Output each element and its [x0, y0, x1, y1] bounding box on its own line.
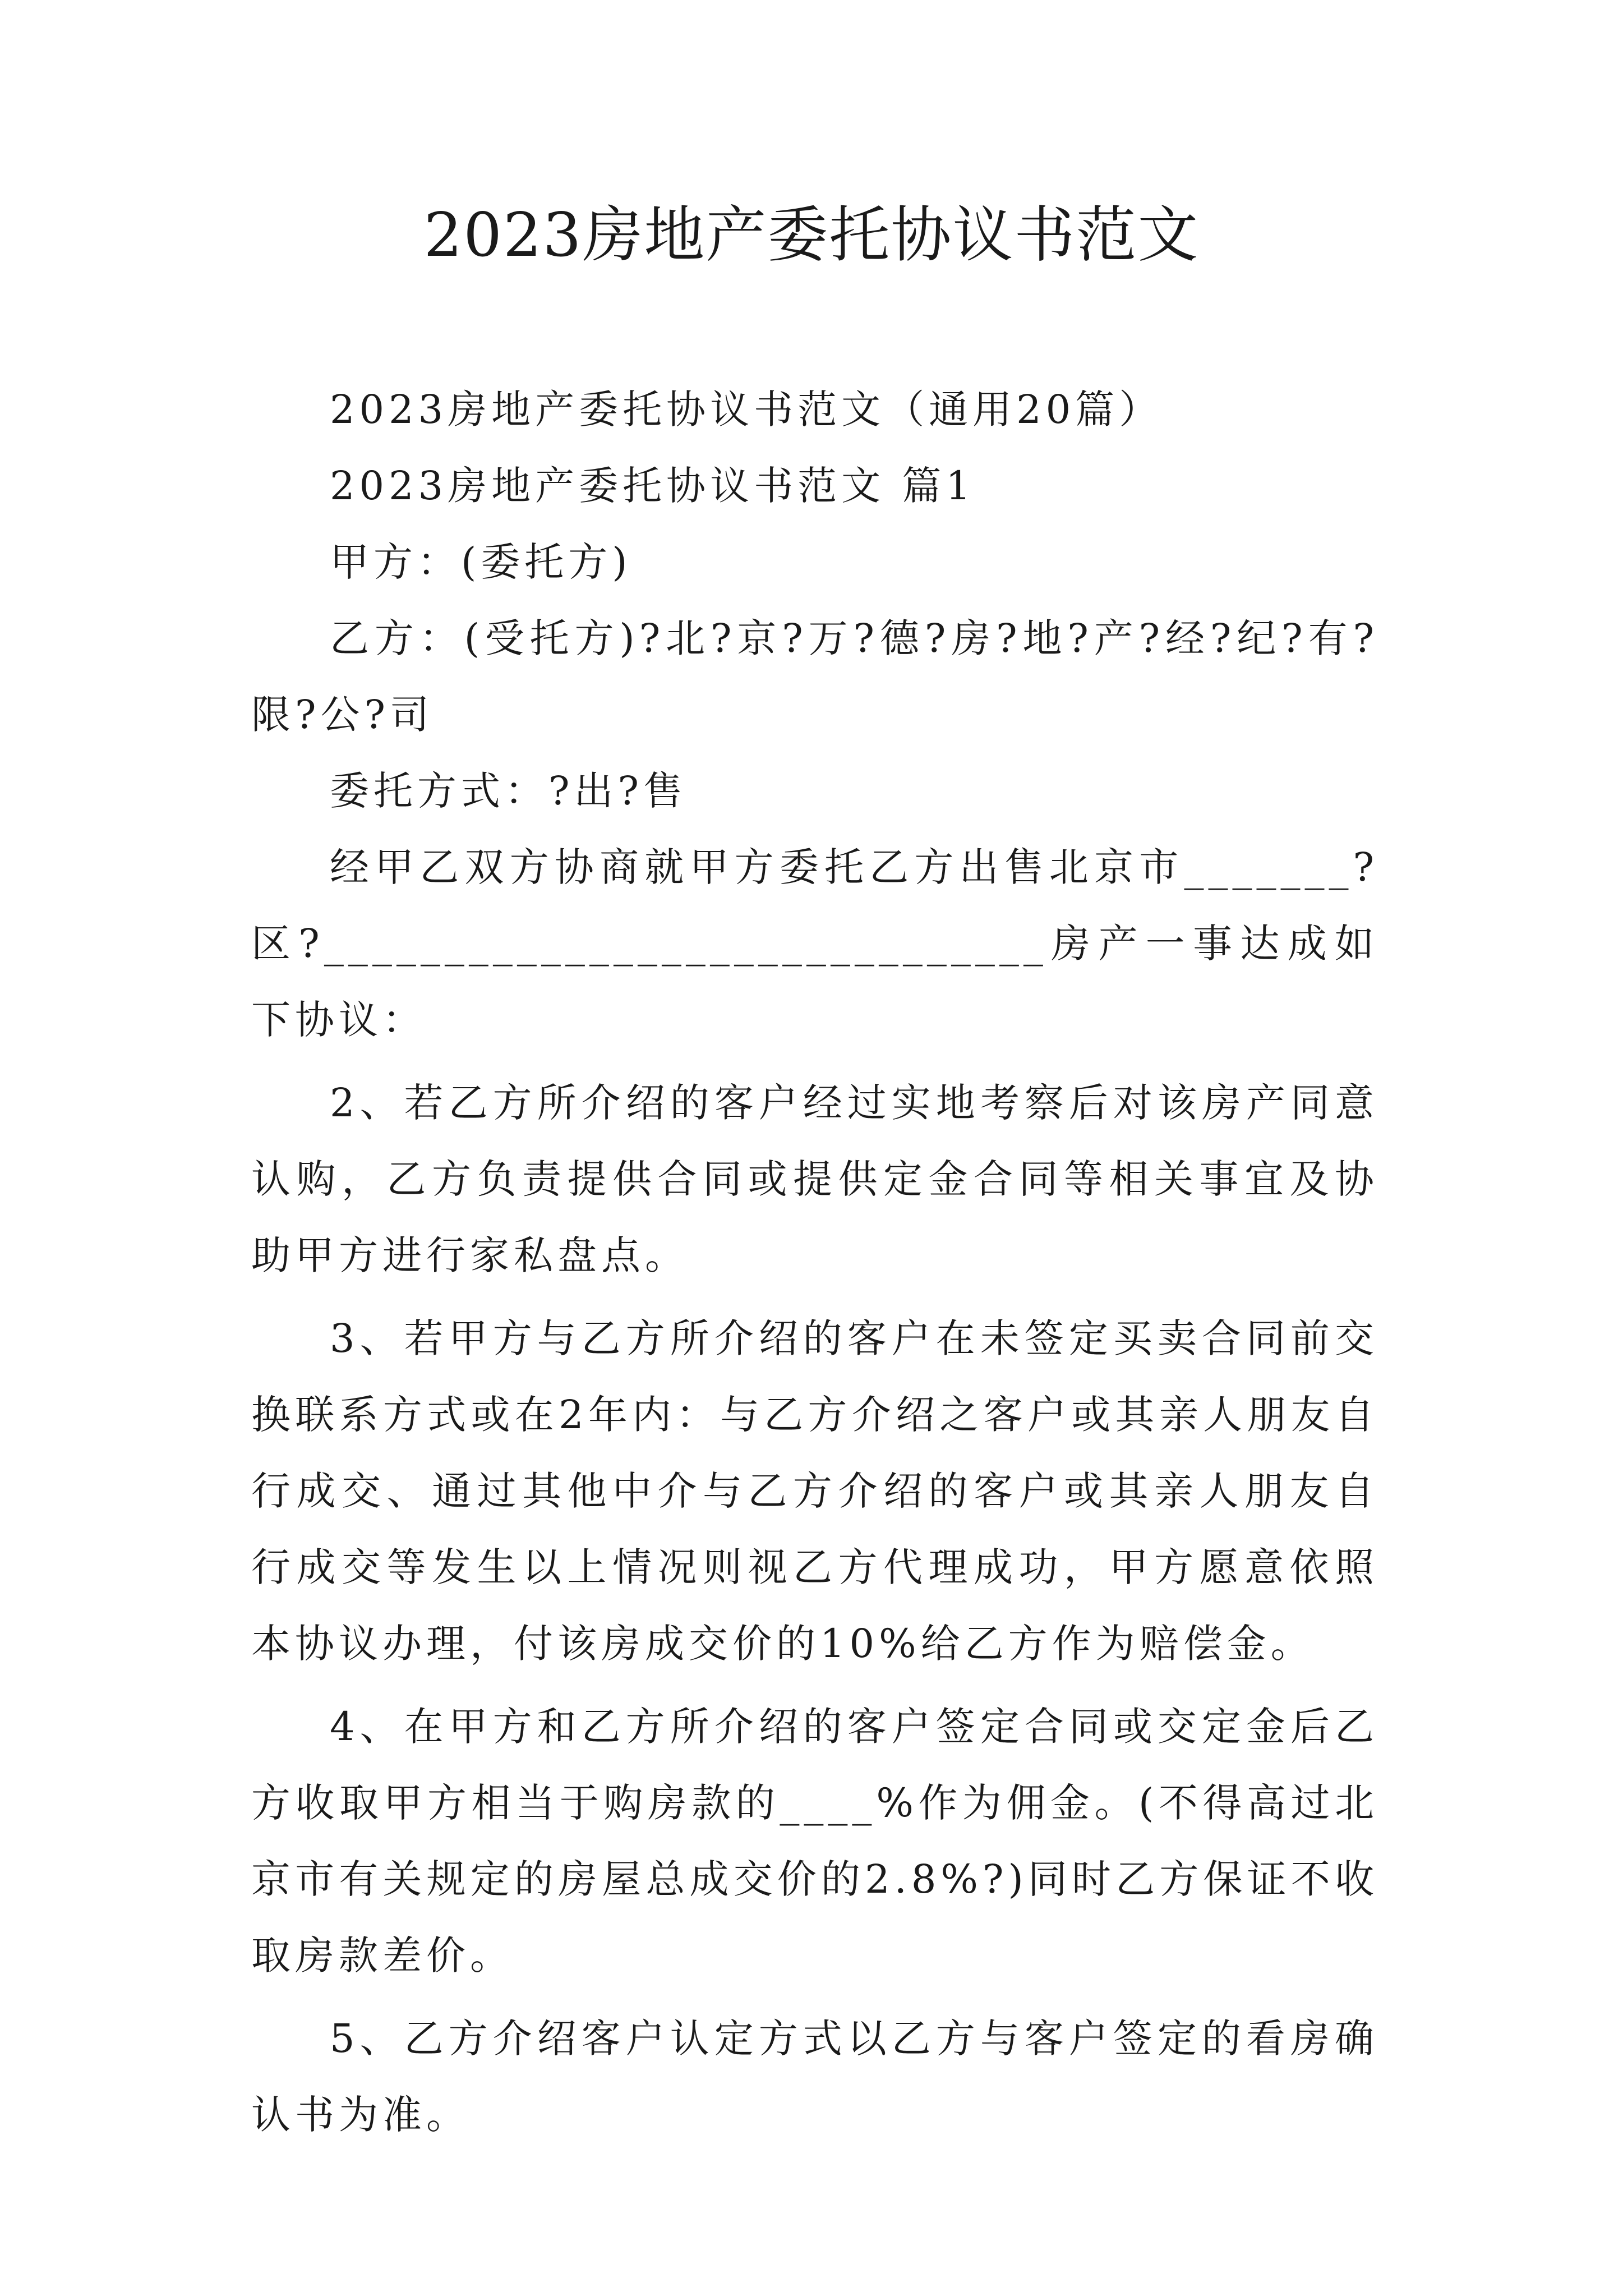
document-title: 2023房地产委托协议书范文	[423, 200, 1200, 270]
paragraph-clause-2: 2、若乙方所介绍的客户经过实地考察后对该房产同意认购，乙方负责提供合同或提供定金合同等相关事宜及协助甲方进行家私盘点。	[251, 1080, 1378, 1278]
paragraph-clause-4: 4、在甲方和乙方所介绍的客户签定合同或交定金后乙方收取甲方相当于购房款的____%作为佣金。(不得高过北京市有关规定的房屋总成交价的2.8%?)同时乙方保证不收取房款差价。	[251, 1704, 1378, 1978]
paragraph-agreement-intro: 经甲乙双方协商就甲方委托乙方出售北京市_______?区?______________________________房产一事达成如下协议：	[251, 844, 1378, 1043]
paragraph-entrust-method: 委托方式：?出?售	[330, 768, 688, 814]
paragraph-clause-3: 3、若甲方与乙方所介绍的客户在未签定买卖合同前交换联系方式或在2年内：与乙方介绍之客户或其亲人朋友自行成交、通过其他中介与乙方介绍的客户或其亲人朋友自行成交等发生以上情况则视乙方代理成功，甲方愿意依照本协议办理，付该房成交价的10%给乙方作为赔偿金。	[251, 1315, 1378, 1667]
paragraph-section-heading: 2023房地产委托协议书范文 篇1	[330, 463, 975, 509]
document-body	[251, 371, 1378, 2153]
paragraph-party-a: 甲方：(委托方)	[330, 539, 632, 585]
paragraph-party-b: 乙方：(受托方)?北?京?万?德?房?地?产?经?纪?有?限?公?司	[251, 615, 1378, 738]
paragraph-subtitle: 2023房地产委托协议书范文（通用20篇）	[330, 386, 1163, 432]
paragraph-clause-5: 5、乙方介绍客户认定方式以乙方与客户签定的看房确认书为准。	[251, 2016, 1378, 2138]
